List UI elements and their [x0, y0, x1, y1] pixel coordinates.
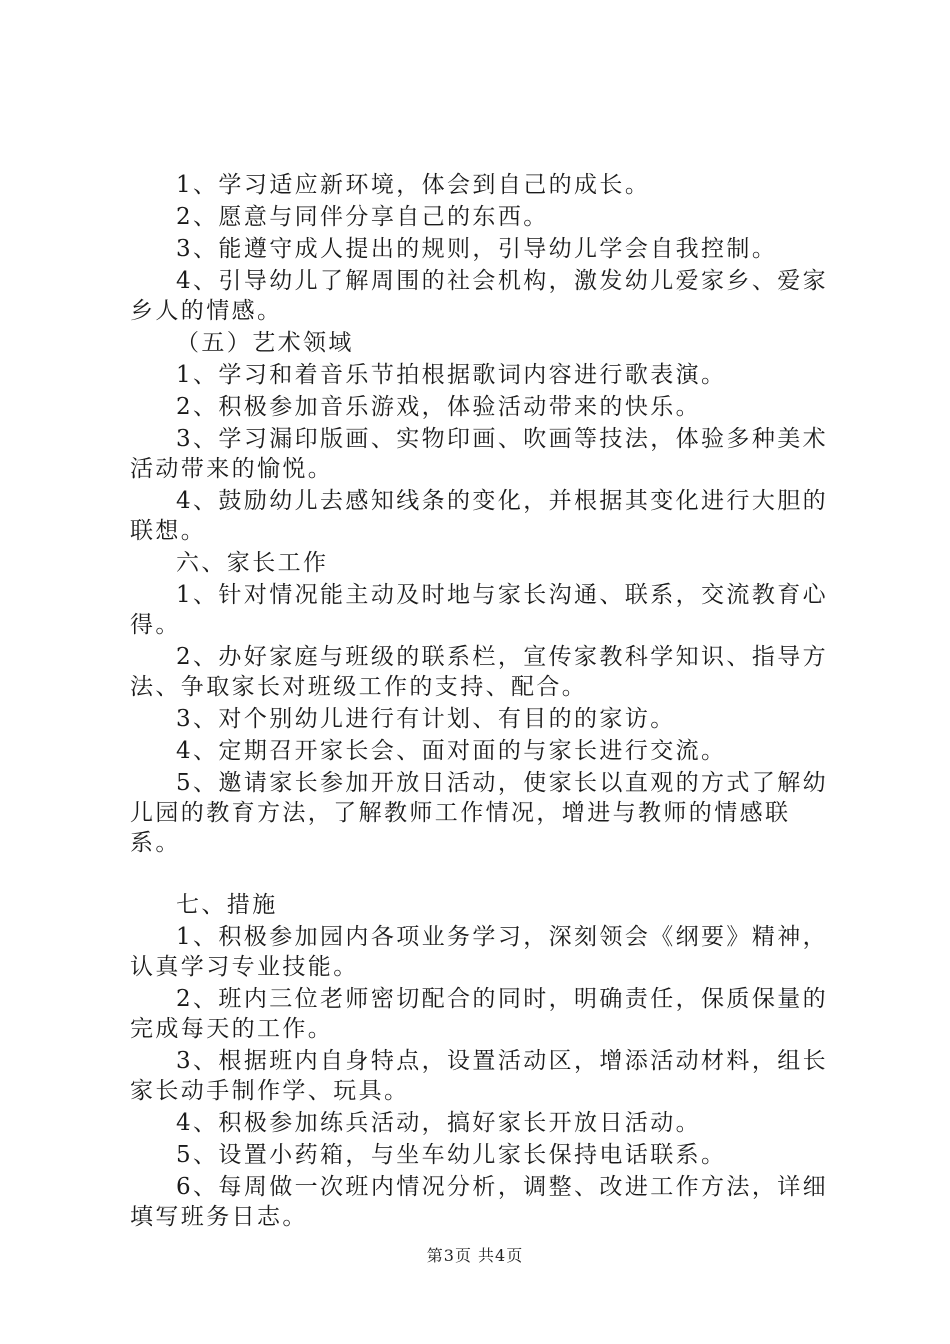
paragraph: 4、积极参加练兵活动，搞好家长开放日活动。 [176, 1110, 702, 1136]
paragraph: 3、对个别幼儿进行有计划、有目的的家访。 [176, 706, 676, 732]
paragraph: 5、设置小药箱，与坐车幼儿家长保持电话联系。 [176, 1142, 727, 1168]
paragraph: 3、能遵守成人提出的规则，引导幼儿学会自我控制。 [176, 236, 778, 262]
page-number: 第3页 共4页 [426, 1246, 524, 1265]
paragraph: 2、班内三位老师密切配合的同时，明确责任，保质保量的完成每天的工作。 [130, 986, 829, 1042]
paragraph: 4、引导幼儿了解周围的社会机构，激发幼儿爱家乡、爱家乡人的情感。 [130, 268, 829, 324]
section-heading-art: （五）艺术领域 [176, 330, 354, 356]
paragraph: 1、针对情况能主动及时地与家长沟通、联系，交流教育心得。 [130, 582, 829, 638]
paragraph-gap [130, 860, 840, 890]
paragraph: 2、愿意与同伴分享自己的东西。 [176, 204, 549, 230]
paragraph: 3、学习漏印版画、实物印画、吹画等技法，体验多种美术活动带来的愉悦。 [130, 426, 829, 482]
paragraph: 4、鼓励幼儿去感知线条的变化，并根据其变化进行大胆的联想。 [130, 488, 829, 544]
section-heading-measures: 七、措施 [176, 892, 278, 918]
paragraph: 5、邀请家长参加开放日活动，使家长以直观的方式了解幼儿园的教育方法，了解教师工作情况，增进与教师的情感联系。 [130, 770, 829, 856]
paragraph: 2、积极参加音乐游戏，体验活动带来的快乐。 [176, 394, 702, 420]
paragraph: 1、积极参加园内各项业务学习，深刻领会《纲要》精神，认真学习专业技能。 [130, 924, 829, 980]
paragraph: 1、学习和着音乐节拍根据歌词内容进行歌表演。 [176, 362, 727, 388]
paragraph: 3、根据班内自身特点，设置活动区，增添活动材料，组长家长动手制作学、玩具。 [130, 1048, 829, 1104]
paragraph: 2、办好家庭与班级的联系栏，宣传家教科学知识、指导方法、争取家长对班级工作的支持、配合。 [130, 644, 829, 700]
section-heading-parents: 六、家长工作 [176, 550, 329, 576]
page-footer [0, 1243, 950, 1266]
paragraph: 1、学习适应新环境，体会到自己的成长。 [176, 172, 651, 198]
paragraph: 6、每周做一次班内情况分析，调整、改进工作方法，详细填写班务日志。 [130, 1174, 829, 1230]
paragraph: 4、定期召开家长会、面对面的与家长进行交流。 [176, 738, 727, 764]
document-body [130, 170, 840, 1234]
